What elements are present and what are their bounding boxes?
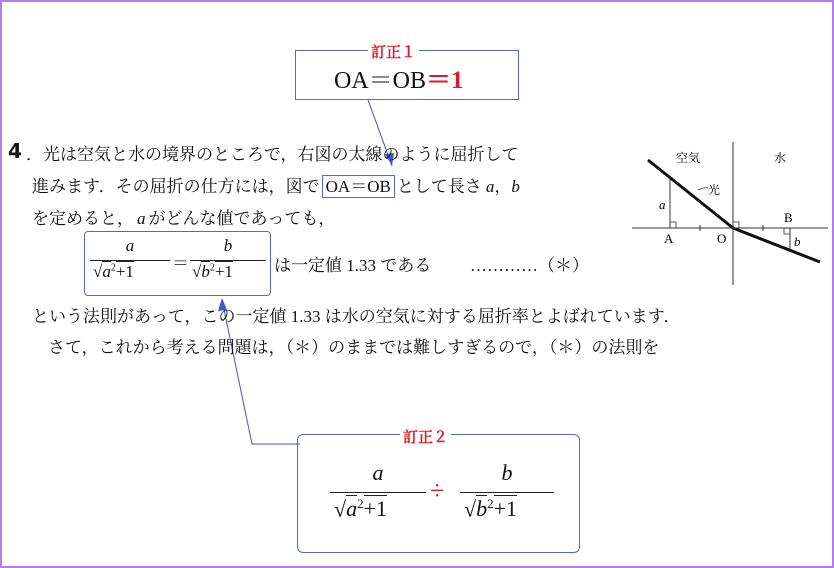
- problem-line3-var-a: a: [137, 209, 146, 228]
- problem-var-a: a: [485, 177, 495, 196]
- correction1-equation: [334, 60, 464, 96]
- right-angle-b: [784, 228, 790, 234]
- correction1-eq-prefix: OA＝OB: [334, 68, 427, 94]
- light-pointer: [698, 188, 708, 190]
- problem-line2a: 進みます．その屈折の仕方には，図で: [32, 177, 320, 196]
- correction1-eq-value: 1: [451, 67, 464, 94]
- label-A: A: [664, 231, 674, 246]
- problem-line3: [32, 204, 335, 229]
- frac-den-a-tail: +1: [115, 262, 134, 281]
- problem-comma: ，: [494, 177, 512, 196]
- label-water: 水: [774, 151, 787, 165]
- label-b-length: b: [794, 234, 801, 249]
- problem-line2: [32, 172, 520, 197]
- label-O: O: [717, 231, 727, 246]
- problem-var-b: b: [511, 177, 520, 196]
- refracted-ray: [733, 228, 820, 262]
- label-air: 空気: [676, 151, 701, 165]
- correction2-den-b-var: b: [476, 496, 488, 522]
- problem-line5: という法則があって，この一定値 1.33 は水の空気に対する屈折率とよばれています．: [32, 307, 681, 326]
- problem-line1: ．光は空気と水の境界のところで，右図の太線のように屈折して: [26, 145, 519, 164]
- correction2-den-a: $√a^2+1$: [334, 496, 387, 522]
- correction2-den-a-tail: +1: [363, 496, 387, 522]
- correction2-bar-a: [330, 492, 426, 493]
- correction2-title: 訂正２: [400, 426, 451, 447]
- correction2-num-a: a: [372, 460, 384, 485]
- frac-den-a-var: a: [102, 262, 111, 281]
- correction2-op: ÷: [430, 476, 445, 505]
- frac-den-a: $√a^2+1$: [93, 262, 134, 281]
- frac-num-b: b: [223, 236, 233, 255]
- equation-mark: …………（＊）: [470, 256, 589, 275]
- correction2-den-b: $√b^2+1$: [464, 496, 517, 522]
- correction2-den-a-var: a: [346, 496, 358, 522]
- problem-line2b: として長さ: [396, 177, 482, 196]
- problem-number: 4: [8, 139, 22, 163]
- frac-den-b-var: b: [201, 262, 210, 281]
- correction2-den-b-tail: +1: [493, 496, 517, 522]
- frac-den-b-exp: 2: [209, 262, 215, 274]
- problem-line6: さて，これから考える問題は，（＊）のままでは難しすぎるので，（＊）の法則を: [48, 338, 660, 357]
- equation-tail: は一定値 1.33 である: [274, 256, 432, 275]
- label-a-length: a: [659, 197, 666, 212]
- correction1-title: 訂正１: [368, 41, 419, 62]
- frac-den-a-exp: 2: [110, 262, 116, 274]
- correction2-num-b: b: [501, 460, 513, 485]
- correction2-bar-b: [460, 492, 554, 493]
- label-B: B: [784, 210, 793, 225]
- problem-line3b: がどんな値であっても，: [148, 209, 336, 228]
- frac-den-b: $√b^2+1$: [192, 262, 233, 281]
- correction2-den-a-exp: 2: [357, 496, 364, 511]
- correction2-den-b-exp: 2: [487, 496, 494, 511]
- frac-eq: ＝: [172, 254, 189, 273]
- right-angle-a: [670, 222, 676, 228]
- incident-ray: [648, 160, 733, 228]
- refraction-diagram: [630, 140, 830, 290]
- frac-den-b-tail: +1: [214, 262, 233, 281]
- frac-num-a: a: [125, 236, 135, 255]
- label-light: 光: [708, 183, 721, 197]
- correction1-eq-op: ＝: [426, 67, 452, 94]
- problem-line3a: を定めると，: [32, 209, 134, 228]
- problem-boxed-oa-ob: OA＝OB: [322, 175, 395, 198]
